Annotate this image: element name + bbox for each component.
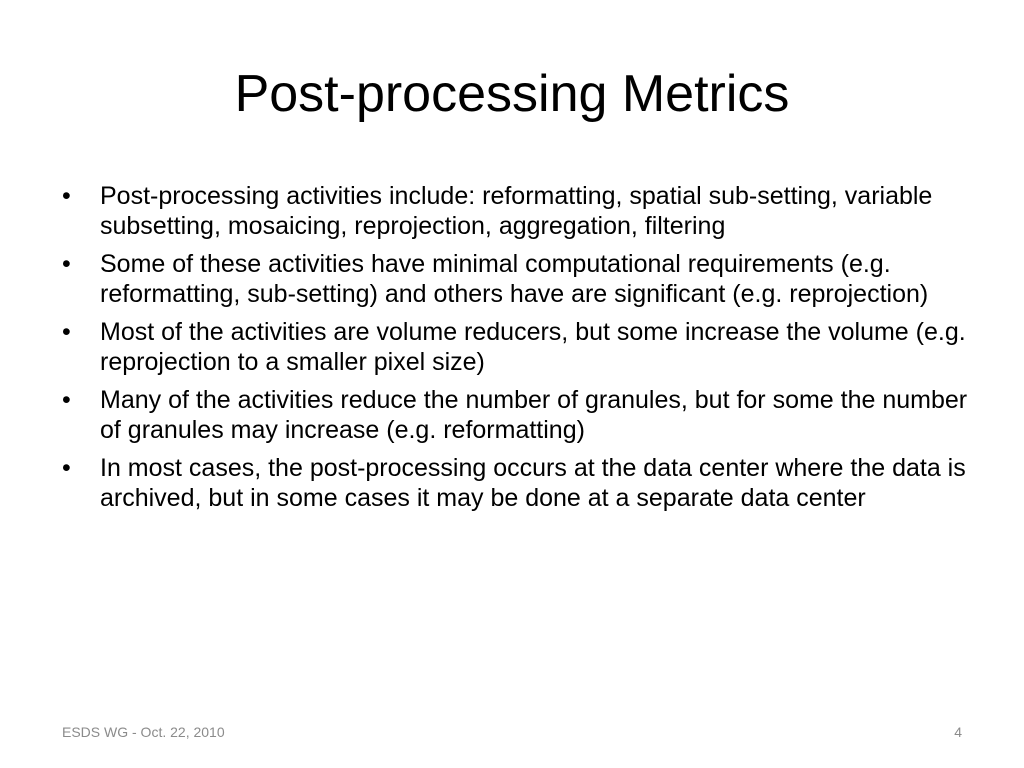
- slide-title: Post-processing Metrics: [234, 65, 790, 123]
- bullet-icon: •: [62, 454, 71, 482]
- bullet-icon: •: [62, 250, 71, 278]
- bullet-text: In most cases, the post-processing occurs at the data center where the data is archived, but in some cases it may be done at a separate data center: [100, 454, 966, 512]
- bullet-text: Most of the activities are volume reducers, but some increase the volume (e.g. reprojection to a smaller pixel size): [100, 318, 966, 376]
- slide-number: 4: [954, 724, 962, 740]
- bullet-icon: •: [62, 182, 71, 210]
- bullet-icon: •: [62, 318, 71, 346]
- bullet-text: Many of the activities reduce the number of granules, but for some the number of granules may increase (e.g. reformatting): [100, 386, 968, 444]
- bullet-item: [62, 385, 972, 445]
- footer-date-label: ESDS WG - Oct. 22, 2010: [62, 724, 225, 740]
- bullet-item: [62, 249, 972, 309]
- bullet-item: [62, 317, 972, 377]
- bullet-list: [62, 181, 972, 521]
- bullet-text: Some of these activities have minimal computational requirements (e.g. reformatting, sub-setting) and others have are significant (e.g. reprojection): [100, 250, 929, 308]
- bullet-icon: •: [62, 386, 71, 414]
- bullet-item: [62, 181, 972, 241]
- bullet-item: [62, 453, 972, 513]
- bullet-text: Post-processing activities include: reformatting, spatial sub-setting, variable subsetting, mosaicing, reprojection, aggregation, filtering: [100, 182, 933, 240]
